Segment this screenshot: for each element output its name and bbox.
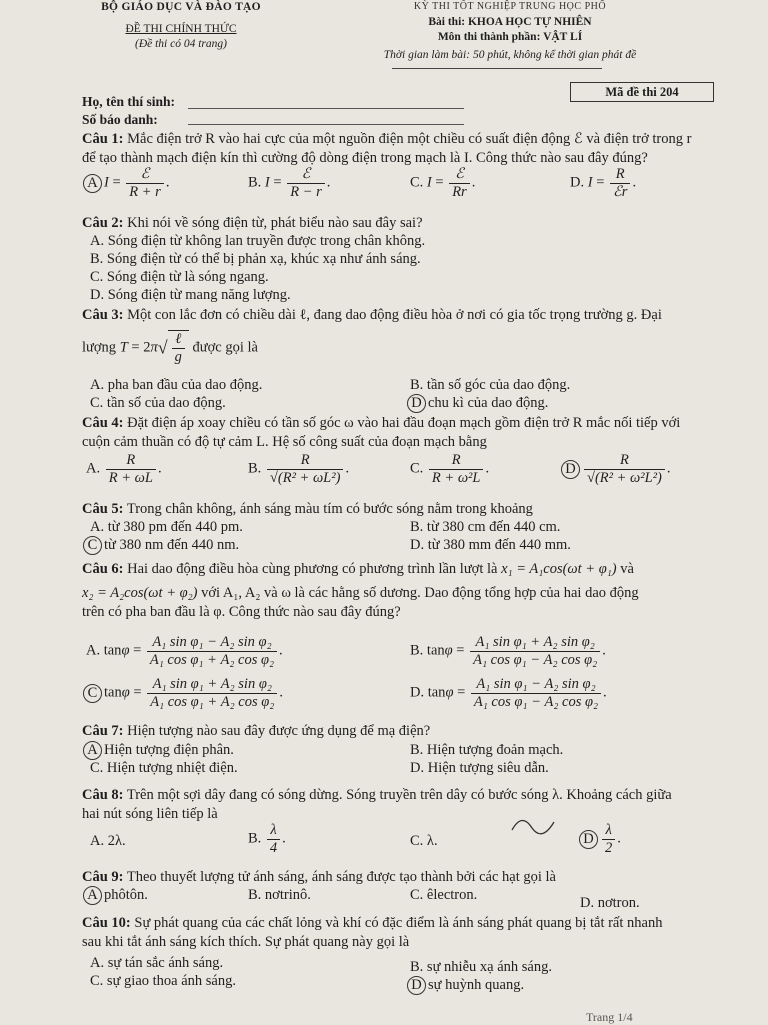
q10-option-d[interactable]: D sự huỳnh quang. bbox=[410, 976, 524, 995]
q5-option-b[interactable]: B. từ 380 cm đến 440 cm. bbox=[410, 519, 561, 535]
q5-number: Câu 5: bbox=[82, 501, 124, 517]
exam-name: KỲ THI TỐT NGHIỆP TRUNG HỌC PHỔ bbox=[413, 1, 607, 12]
q8-option-a[interactable]: A. 2λ. bbox=[90, 833, 126, 849]
q6-option-a[interactable]: A. tanφ = $\frac{\text{A₁ sin φ₁ − A₂ sin φ₂}}{\text{A₁ cos φ₁ + A₂ cos φ₂}}$ . bbox=[86, 634, 283, 668]
q6-option-b[interactable]: B. tanφ = $\frac{\text{A₁ sin φ₁ + A₂ sin φ₂}}{\text{A₁ cos φ₁ − A₂ cos φ₂}}$ . bbox=[410, 634, 606, 668]
page-footer: Trang 1/4 bbox=[586, 1010, 633, 1024]
question-3 bbox=[82, 306, 728, 325]
q6-number: Câu 6: bbox=[82, 561, 124, 577]
ministry-name: BỘ GIÁO DỤC VÀ ĐÀO TẠO bbox=[101, 1, 261, 13]
q4-text: Đặt điện áp xoay chiều có tần số góc ω vào hai đầu đoạn mạch gồm điện trở R mắc nối tiếp với bbox=[127, 415, 681, 431]
q10-option-b[interactable]: B. sự nhiễu xạ ánh sáng. bbox=[410, 959, 552, 975]
question-4 bbox=[82, 414, 728, 452]
q7-text: Hiện tượng nào sau đây được ứng dụng để mạ điện? bbox=[127, 723, 431, 739]
q1-option-a[interactable]: A I = $\frac{\text{ℰ}}{R + r}$ . bbox=[86, 166, 169, 200]
q2-option-b[interactable]: B. Sóng điện từ có thể bị phản xạ, khúc xạ như ánh sáng. bbox=[90, 251, 421, 267]
q2-number: Câu 2: bbox=[82, 215, 124, 231]
q3-option-d-text: chu kì của dao động. bbox=[428, 395, 549, 411]
id-line bbox=[188, 124, 464, 125]
q1-option-b[interactable]: B. I = $\frac{\text{ℰ}}{R - r}$ . bbox=[248, 166, 331, 200]
q4-text-2: cuộn cảm thuần có độ tự cảm L. Hệ số công suất của đoạn mạch bằng bbox=[82, 433, 487, 450]
q6-text-3: trên có pha ban đầu là φ. Công thức nào sau đây đúng? bbox=[82, 603, 401, 620]
q1-text-2: để tạo thành mạch điện kín thì cường độ dòng điện trong mạch là I. Công thức nào sau đây đúng? bbox=[82, 149, 648, 166]
wave-sketch-icon bbox=[510, 816, 556, 838]
q5-option-c-text: từ 380 nm đến 440 nm. bbox=[104, 537, 240, 553]
q9-text: Theo thuyết lượng tử ánh sáng, ánh sáng được tạo thành bởi các hạt gọi là bbox=[126, 869, 556, 885]
q9-option-c[interactable]: C. êlectron. bbox=[410, 887, 478, 903]
q5-text: Trong chân không, ánh sáng màu tím có bước sóng nằm trong khoảng bbox=[126, 501, 533, 517]
question-9 bbox=[82, 868, 728, 887]
q8-option-d[interactable]: D $\frac{\lambda}{2}$ . bbox=[582, 822, 621, 856]
page-count: (Đề thi có 04 trang) bbox=[135, 38, 227, 51]
q4-option-b[interactable]: B. $\frac{R}{\text{√(R² + ωL²)}}$ . bbox=[248, 452, 350, 486]
q8-text: Trên một sợi dây đang có sóng dừng. Sóng truyền trên dây có bước sóng λ. Khoảng cách giữa bbox=[126, 787, 672, 803]
exam-code-box: Mã đề thi 204 bbox=[570, 82, 714, 102]
q3-option-d[interactable]: D chu kì của dao động. bbox=[410, 394, 548, 413]
q8-option-c[interactable]: C. λ. bbox=[410, 833, 438, 849]
question-6: Câu 6: Hai dao động điều hòa cùng phương có phương trình lần lượt là x₁ = A₁cos(ωt + φ₁) và bbox=[82, 561, 634, 577]
q8-text-2: hai nút sóng liên tiếp là bbox=[82, 805, 218, 822]
q4-option-a[interactable]: A. $\frac{R}{R + \omega L}$ . bbox=[86, 452, 162, 486]
header-right bbox=[300, 0, 720, 63]
q4-number: Câu 4: bbox=[82, 415, 124, 431]
q6-option-c[interactable]: C tanφ = $\frac{\text{A₁ sin φ₁ + A₂ sin φ₂}}{\text{A₁ cos φ₁ + A₂ cos φ₂}}$ . bbox=[86, 676, 283, 710]
q9-number: Câu 9: bbox=[82, 869, 124, 885]
q3-formula-line: lượng T = 2π√ $\frac{\text{ℓ}}{g}$ được gọi là bbox=[82, 331, 258, 365]
component-subject: Môn thi thành phần: VẬT LÍ bbox=[437, 31, 583, 44]
q4-option-d[interactable]: D $\frac{R}{\text{√(R² + ω²L²)}}$ . bbox=[564, 452, 670, 486]
subject: Bài thi: KHOA HỌC TỰ NHIÊN bbox=[428, 15, 592, 28]
q3-option-b[interactable]: B. tần số góc của dao động. bbox=[410, 377, 571, 393]
q10-text-2: sau khi tắt ánh sáng kích thích. Sự phát quang này gọi là bbox=[82, 933, 410, 950]
question-7 bbox=[82, 722, 728, 741]
q1-option-d[interactable]: D. I = $\frac{R}{\text{ℰr}}$ . bbox=[570, 166, 637, 200]
q5-option-a[interactable]: A. từ 380 pm đến 440 pm. bbox=[90, 519, 243, 535]
q7-option-a-text: Hiện tượng điện phân. bbox=[104, 742, 234, 758]
name-line bbox=[188, 108, 464, 109]
question-2 bbox=[82, 214, 728, 233]
q9-option-d[interactable]: D. nơtron. bbox=[580, 895, 640, 911]
q10-option-c[interactable]: C. sự giao thoa ánh sáng. bbox=[90, 973, 236, 989]
q7-option-d[interactable]: D. Hiện tượng siêu dẫn. bbox=[410, 760, 549, 776]
q9-option-a[interactable]: A phôtôn. bbox=[86, 886, 148, 905]
student-name-label: Họ, tên thí sinh: bbox=[82, 94, 176, 109]
q10-text: Sự phát quang của các chất lỏng và khí có đặc điểm là ánh sáng phát quang bị tắt rất nhanh bbox=[134, 915, 663, 931]
q5-option-c[interactable]: C từ 380 nm đến 440 nm. bbox=[86, 536, 239, 555]
q7-option-b[interactable]: B. Hiện tượng đoản mạch. bbox=[410, 742, 564, 758]
q2-option-c[interactable]: C. Sóng điện từ là sóng ngang. bbox=[90, 269, 269, 285]
header-divider bbox=[392, 68, 602, 69]
question-5 bbox=[82, 500, 728, 519]
q9-option-a-text: phôtôn. bbox=[104, 887, 148, 903]
q7-number: Câu 7: bbox=[82, 723, 124, 739]
q6-text-2: với A₁, A₂ và ω là các hằng số dương. Dao động tổng hợp của hai dao động bbox=[201, 585, 639, 601]
question-1 bbox=[82, 130, 728, 168]
q3-option-c[interactable]: C. tần số của dao động. bbox=[90, 395, 226, 411]
q3-number: Câu 3: bbox=[82, 307, 124, 323]
q6-option-d[interactable]: D. tanφ = $\frac{\text{A₁ sin φ₁ − A₂ sin φ₂}}{\text{A₁ cos φ₁ − A₂ cos φ₂}}$ . bbox=[410, 676, 607, 710]
duration: Thời gian làm bài: 50 phút, không kể thời gian phát đề bbox=[383, 48, 637, 61]
q10-number: Câu 10: bbox=[82, 915, 131, 931]
student-id-label: Số báo danh: bbox=[82, 112, 158, 127]
exam-kind: ĐỀ THI CHÍNH THỨC bbox=[125, 22, 237, 35]
q1-text: Mắc điện trở R vào hai cực của một nguồn điện một chiều có suất điện động ℰ và điện trở trong r bbox=[127, 131, 692, 147]
q2-option-d[interactable]: D. Sóng điện từ mang năng lượng. bbox=[90, 287, 291, 303]
q8-number: Câu 8: bbox=[82, 787, 124, 803]
header-left bbox=[76, 0, 286, 53]
q10-option-d-text: sự huỳnh quang. bbox=[428, 977, 525, 993]
q10-option-a[interactable]: A. sự tán sắc ánh sáng. bbox=[90, 955, 224, 971]
question-6-line-2: x₂ = A₂cos(ωt + φ₂) với A₁, A₂ và ω là các hằng số dương. Dao động tổng hợp của hai dao động trên có pha ban đầu là φ. Công thức nào sau đây đúng? bbox=[82, 585, 639, 620]
q9-option-b[interactable]: B. nơtrinô. bbox=[248, 887, 311, 903]
q7-option-a[interactable]: A Hiện tượng điện phân. bbox=[86, 741, 234, 760]
q4-option-c[interactable]: C. $\frac{R}{\text{R + ω²L}}$ . bbox=[410, 452, 490, 486]
question-10 bbox=[82, 914, 728, 952]
q5-option-d[interactable]: D. từ 380 mm đến 440 mm. bbox=[410, 537, 571, 553]
q2-text: Khi nói về sóng điện từ, phát biểu nào sau đây sai? bbox=[127, 215, 423, 231]
q3-text-2b: được gọi là bbox=[192, 339, 258, 356]
q6-text: Hai dao động điều hòa cùng phương có phương trình lần lượt là bbox=[127, 561, 498, 577]
q1-option-c[interactable]: C. I = $\frac{\text{ℰ}}{Rr}$ . bbox=[410, 166, 476, 200]
question-8 bbox=[82, 786, 728, 824]
q3-text-2a: lượng bbox=[82, 339, 117, 356]
q3-option-a[interactable]: A. pha ban đầu của dao động. bbox=[90, 377, 263, 393]
q8-option-b[interactable]: B. $\frac{\lambda}{4}$ . bbox=[248, 822, 286, 856]
q1-number: Câu 1: bbox=[82, 131, 124, 147]
q2-option-a[interactable]: A. Sóng điện từ không lan truyền được trong chân không. bbox=[90, 233, 426, 249]
q7-option-c[interactable]: C. Hiện tượng nhiệt điện. bbox=[90, 760, 238, 776]
q3-text: Một con lắc đơn có chiều dài ℓ, đang dao động điều hòa ở nơi có gia tốc trọng trường g. Đại bbox=[127, 307, 662, 323]
